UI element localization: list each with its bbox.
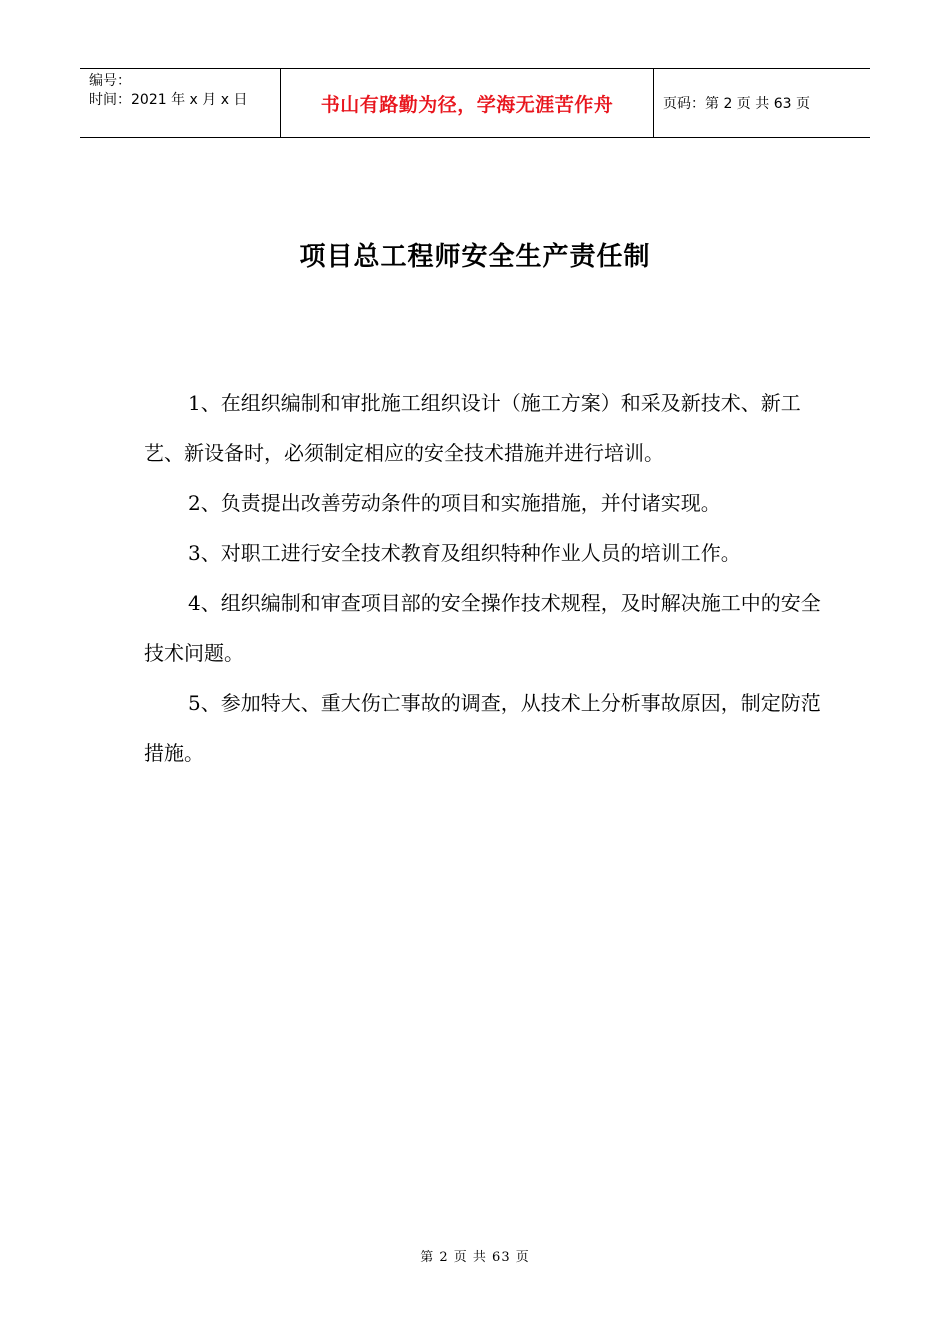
page-header xyxy=(80,68,870,138)
header-motto: 书山有路勤为径，学海无涯苦作舟 xyxy=(320,93,614,116)
header-motto-cell xyxy=(281,69,654,137)
document-body xyxy=(144,378,834,778)
document-title: 项目总工程师安全生产责任制 xyxy=(299,242,651,272)
paragraph-3: 3、对职工进行安全技术教育及组织特种作业人员的培训工作。 xyxy=(188,541,741,565)
header-page-cell xyxy=(654,69,870,137)
page-footer: 第 2 页 共 63 页 xyxy=(420,1250,530,1265)
paragraph-4: 4、组织编制和审查项目部的安全操作技术规程，及时解决施工中的安全技术问题。 xyxy=(144,591,821,665)
paragraph-1: 1、在组织编制和审批施工组织设计（施工方案）和采及新技术、新工艺、新设备时，必须制定相应的安全技术措施并进行培训。 xyxy=(144,391,801,465)
header-meta-cell xyxy=(80,69,281,137)
document-time: 时间：2021 年 x 月 x 日 xyxy=(89,92,248,108)
document-number-label: 编号： xyxy=(89,73,131,89)
paragraph-2: 2、负责提出改善劳动条件的项目和实施措施，并付诸实现。 xyxy=(188,491,721,515)
paragraph-5: 5、参加特大、重大伤亡事故的调查，从技术上分析事故原因，制定防范措施。 xyxy=(144,691,821,765)
header-page-info: 页码：第 2 页 共 63 页 xyxy=(663,96,810,112)
